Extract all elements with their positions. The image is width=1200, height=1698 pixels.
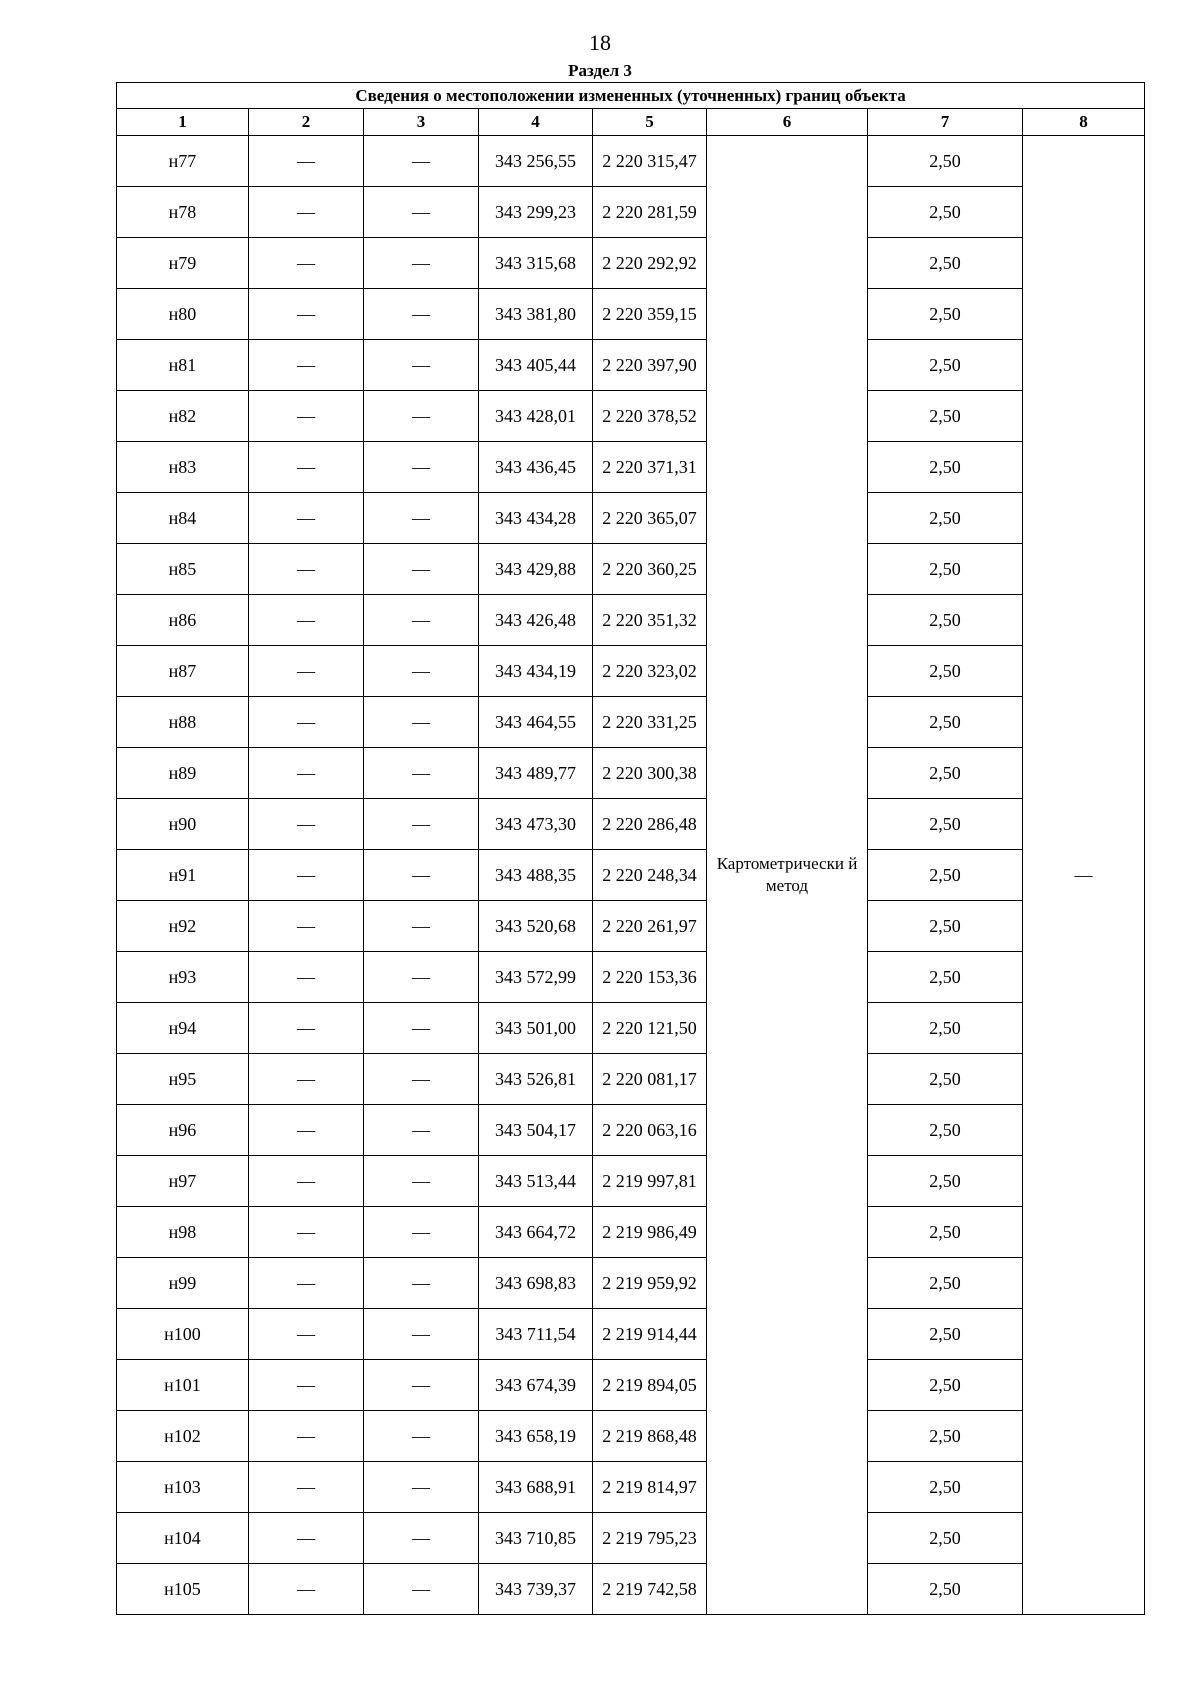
x-coordinate-cell: 343 315,68 bbox=[479, 238, 593, 289]
table-row bbox=[117, 493, 1145, 544]
col2-dash-cell: — bbox=[249, 646, 364, 697]
col2-dash-cell: — bbox=[249, 187, 364, 238]
col2-dash-cell: — bbox=[249, 595, 364, 646]
col3-dash-cell: — bbox=[364, 1003, 479, 1054]
table-row bbox=[117, 595, 1145, 646]
x-coordinate-cell: 343 504,17 bbox=[479, 1105, 593, 1156]
y-coordinate-cell: 2 220 397,90 bbox=[593, 340, 707, 391]
point-name-cell: н97 bbox=[117, 1156, 249, 1207]
y-coordinate-cell: 2 220 378,52 bbox=[593, 391, 707, 442]
accuracy-cell: 2,50 bbox=[868, 391, 1023, 442]
x-coordinate-cell: 343 256,55 bbox=[479, 136, 593, 187]
x-coordinate-cell: 343 710,85 bbox=[479, 1513, 593, 1564]
x-coordinate-cell: 343 688,91 bbox=[479, 1462, 593, 1513]
y-coordinate-cell: 2 219 894,05 bbox=[593, 1360, 707, 1411]
accuracy-cell: 2,50 bbox=[868, 646, 1023, 697]
col2-dash-cell: — bbox=[249, 697, 364, 748]
accuracy-cell: 2,50 bbox=[868, 544, 1023, 595]
col3-dash-cell: — bbox=[364, 952, 479, 1003]
table-row bbox=[117, 697, 1145, 748]
point-name-cell: н91 bbox=[117, 850, 249, 901]
y-coordinate-cell: 2 219 986,49 bbox=[593, 1207, 707, 1258]
point-name-cell: н85 bbox=[117, 544, 249, 595]
accuracy-cell: 2,50 bbox=[868, 1003, 1023, 1054]
table-row bbox=[117, 646, 1145, 697]
accuracy-cell: 2,50 bbox=[868, 595, 1023, 646]
col3-dash-cell: — bbox=[364, 1411, 479, 1462]
accuracy-cell: 2,50 bbox=[868, 1309, 1023, 1360]
col3-dash-cell: — bbox=[364, 1462, 479, 1513]
y-coordinate-cell: 2 220 121,50 bbox=[593, 1003, 707, 1054]
col3-dash-cell: — bbox=[364, 1156, 479, 1207]
col3-dash-cell: — bbox=[364, 1513, 479, 1564]
point-name-cell: н86 bbox=[117, 595, 249, 646]
table-row bbox=[117, 238, 1145, 289]
col3-dash-cell: — bbox=[364, 340, 479, 391]
y-coordinate-cell: 2 219 795,23 bbox=[593, 1513, 707, 1564]
boundary-coordinates-table bbox=[116, 82, 1145, 1615]
y-coordinate-cell: 2 219 868,48 bbox=[593, 1411, 707, 1462]
col3-dash-cell: — bbox=[364, 1564, 479, 1615]
table-row bbox=[117, 544, 1145, 595]
table-row bbox=[117, 799, 1145, 850]
accuracy-cell: 2,50 bbox=[868, 850, 1023, 901]
col2-dash-cell: — bbox=[249, 493, 364, 544]
x-coordinate-cell: 343 436,45 bbox=[479, 442, 593, 493]
column-number-5: 5 bbox=[593, 109, 707, 136]
point-name-cell: н87 bbox=[117, 646, 249, 697]
point-name-cell: н82 bbox=[117, 391, 249, 442]
accuracy-cell: 2,50 bbox=[868, 799, 1023, 850]
x-coordinate-cell: 343 674,39 bbox=[479, 1360, 593, 1411]
col2-dash-cell: — bbox=[249, 1309, 364, 1360]
point-name-cell: н80 bbox=[117, 289, 249, 340]
col3-dash-cell: — bbox=[364, 748, 479, 799]
x-coordinate-cell: 343 572,99 bbox=[479, 952, 593, 1003]
x-coordinate-cell: 343 464,55 bbox=[479, 697, 593, 748]
col3-dash-cell: — bbox=[364, 1105, 479, 1156]
table-row bbox=[117, 1207, 1145, 1258]
y-coordinate-cell: 2 220 153,36 bbox=[593, 952, 707, 1003]
y-coordinate-cell: 2 219 814,97 bbox=[593, 1462, 707, 1513]
col3-dash-cell: — bbox=[364, 1258, 479, 1309]
table-row bbox=[117, 136, 1145, 187]
point-name-cell: н101 bbox=[117, 1360, 249, 1411]
accuracy-cell: 2,50 bbox=[868, 289, 1023, 340]
point-name-cell: н89 bbox=[117, 748, 249, 799]
col2-dash-cell: — bbox=[249, 238, 364, 289]
y-coordinate-cell: 2 220 300,38 bbox=[593, 748, 707, 799]
col3-dash-cell: — bbox=[364, 136, 479, 187]
x-coordinate-cell: 343 381,80 bbox=[479, 289, 593, 340]
col3-dash-cell: — bbox=[364, 1309, 479, 1360]
accuracy-cell: 2,50 bbox=[868, 442, 1023, 493]
col3-dash-cell: — bbox=[364, 493, 479, 544]
col2-dash-cell: — bbox=[249, 544, 364, 595]
x-coordinate-cell: 343 405,44 bbox=[479, 340, 593, 391]
table-row bbox=[117, 187, 1145, 238]
col2-dash-cell: — bbox=[249, 901, 364, 952]
point-name-cell: н105 bbox=[117, 1564, 249, 1615]
y-coordinate-cell: 2 220 351,32 bbox=[593, 595, 707, 646]
col2-dash-cell: — bbox=[249, 1105, 364, 1156]
col3-dash-cell: — bbox=[364, 850, 479, 901]
accuracy-cell: 2,50 bbox=[868, 748, 1023, 799]
point-name-cell: н90 bbox=[117, 799, 249, 850]
x-coordinate-cell: 343 429,88 bbox=[479, 544, 593, 595]
column-number-1: 1 bbox=[117, 109, 249, 136]
point-name-cell: н77 bbox=[117, 136, 249, 187]
x-coordinate-cell: 343 513,44 bbox=[479, 1156, 593, 1207]
col3-dash-cell: — bbox=[364, 595, 479, 646]
y-coordinate-cell: 2 220 359,15 bbox=[593, 289, 707, 340]
point-name-cell: н94 bbox=[117, 1003, 249, 1054]
method-cell: Картометрически й метод bbox=[707, 136, 868, 1615]
point-name-cell: н84 bbox=[117, 493, 249, 544]
y-coordinate-cell: 2 220 331,25 bbox=[593, 697, 707, 748]
y-coordinate-cell: 2 220 360,25 bbox=[593, 544, 707, 595]
accuracy-cell: 2,50 bbox=[868, 952, 1023, 1003]
accuracy-cell: 2,50 bbox=[868, 1207, 1023, 1258]
col2-dash-cell: — bbox=[249, 1360, 364, 1411]
point-name-cell: н93 bbox=[117, 952, 249, 1003]
table-row bbox=[117, 748, 1145, 799]
col3-dash-cell: — bbox=[364, 187, 479, 238]
x-coordinate-cell: 343 658,19 bbox=[479, 1411, 593, 1462]
x-coordinate-cell: 343 698,83 bbox=[479, 1258, 593, 1309]
col2-dash-cell: — bbox=[249, 1411, 364, 1462]
x-coordinate-cell: 343 434,19 bbox=[479, 646, 593, 697]
table-row bbox=[117, 1054, 1145, 1105]
y-coordinate-cell: 2 220 261,97 bbox=[593, 901, 707, 952]
accuracy-cell: 2,50 bbox=[868, 697, 1023, 748]
col3-dash-cell: — bbox=[364, 1054, 479, 1105]
accuracy-cell: 2,50 bbox=[868, 1564, 1023, 1615]
section-title: Раздел 3 bbox=[568, 61, 632, 80]
accuracy-cell: 2,50 bbox=[868, 340, 1023, 391]
x-coordinate-cell: 343 501,00 bbox=[479, 1003, 593, 1054]
accuracy-cell: 2,50 bbox=[868, 1462, 1023, 1513]
table-row bbox=[117, 340, 1145, 391]
accuracy-cell: 2,50 bbox=[868, 493, 1023, 544]
accuracy-cell: 2,50 bbox=[868, 238, 1023, 289]
accuracy-cell: 2,50 bbox=[868, 1105, 1023, 1156]
page-number: 18 bbox=[589, 30, 611, 55]
col2-dash-cell: — bbox=[249, 289, 364, 340]
col2-dash-cell: — bbox=[249, 1054, 364, 1105]
point-name-cell: н95 bbox=[117, 1054, 249, 1105]
y-coordinate-cell: 2 220 365,07 bbox=[593, 493, 707, 544]
col3-dash-cell: — bbox=[364, 1207, 479, 1258]
col2-dash-cell: — bbox=[249, 850, 364, 901]
col3-dash-cell: — bbox=[364, 1360, 479, 1411]
table-body bbox=[117, 136, 1145, 1615]
point-name-cell: н103 bbox=[117, 1462, 249, 1513]
accuracy-cell: 2,50 bbox=[868, 1360, 1023, 1411]
col2-dash-cell: — bbox=[249, 1003, 364, 1054]
column-number-8: 8 bbox=[1023, 109, 1145, 136]
table-row bbox=[117, 1003, 1145, 1054]
col3-dash-cell: — bbox=[364, 901, 479, 952]
x-coordinate-cell: 343 299,23 bbox=[479, 187, 593, 238]
accuracy-cell: 2,50 bbox=[868, 901, 1023, 952]
point-name-cell: н104 bbox=[117, 1513, 249, 1564]
y-coordinate-cell: 2 219 959,92 bbox=[593, 1258, 707, 1309]
y-coordinate-cell: 2 220 081,17 bbox=[593, 1054, 707, 1105]
x-coordinate-cell: 343 711,54 bbox=[479, 1309, 593, 1360]
accuracy-cell: 2,50 bbox=[868, 1156, 1023, 1207]
col3-dash-cell: — bbox=[364, 238, 479, 289]
x-coordinate-cell: 343 489,77 bbox=[479, 748, 593, 799]
col8-dash-cell: — bbox=[1023, 136, 1145, 1615]
point-name-cell: н83 bbox=[117, 442, 249, 493]
col2-dash-cell: — bbox=[249, 1207, 364, 1258]
point-name-cell: н78 bbox=[117, 187, 249, 238]
point-name-cell: н88 bbox=[117, 697, 249, 748]
y-coordinate-cell: 2 219 914,44 bbox=[593, 1309, 707, 1360]
y-coordinate-cell: 2 220 371,31 bbox=[593, 442, 707, 493]
table-row bbox=[117, 391, 1145, 442]
col2-dash-cell: — bbox=[249, 952, 364, 1003]
y-coordinate-cell: 2 220 063,16 bbox=[593, 1105, 707, 1156]
col3-dash-cell: — bbox=[364, 289, 479, 340]
col2-dash-cell: — bbox=[249, 1564, 364, 1615]
x-coordinate-cell: 343 520,68 bbox=[479, 901, 593, 952]
x-coordinate-cell: 343 428,01 bbox=[479, 391, 593, 442]
x-coordinate-cell: 343 426,48 bbox=[479, 595, 593, 646]
col3-dash-cell: — bbox=[364, 646, 479, 697]
table-row bbox=[117, 442, 1145, 493]
table-row bbox=[117, 1411, 1145, 1462]
col2-dash-cell: — bbox=[249, 1258, 364, 1309]
table-caption: Сведения о местоположении измененных (уточненных) границ объекта bbox=[117, 83, 1145, 109]
accuracy-cell: 2,50 bbox=[868, 1258, 1023, 1309]
point-name-cell: н92 bbox=[117, 901, 249, 952]
table-row bbox=[117, 952, 1145, 1003]
column-number-7: 7 bbox=[868, 109, 1023, 136]
col3-dash-cell: — bbox=[364, 442, 479, 493]
col2-dash-cell: — bbox=[249, 442, 364, 493]
point-name-cell: н99 bbox=[117, 1258, 249, 1309]
col2-dash-cell: — bbox=[249, 391, 364, 442]
table-row bbox=[117, 289, 1145, 340]
col2-dash-cell: — bbox=[249, 799, 364, 850]
point-name-cell: н81 bbox=[117, 340, 249, 391]
col2-dash-cell: — bbox=[249, 1462, 364, 1513]
col2-dash-cell: — bbox=[249, 1156, 364, 1207]
col2-dash-cell: — bbox=[249, 1513, 364, 1564]
accuracy-cell: 2,50 bbox=[868, 1513, 1023, 1564]
column-number-3: 3 bbox=[364, 109, 479, 136]
col3-dash-cell: — bbox=[364, 799, 479, 850]
column-number-4: 4 bbox=[479, 109, 593, 136]
x-coordinate-cell: 343 739,37 bbox=[479, 1564, 593, 1615]
table-row bbox=[117, 1156, 1145, 1207]
table-row bbox=[117, 1564, 1145, 1615]
y-coordinate-cell: 2 220 248,34 bbox=[593, 850, 707, 901]
y-coordinate-cell: 2 219 742,58 bbox=[593, 1564, 707, 1615]
x-coordinate-cell: 343 526,81 bbox=[479, 1054, 593, 1105]
col2-dash-cell: — bbox=[249, 340, 364, 391]
point-name-cell: н96 bbox=[117, 1105, 249, 1156]
y-coordinate-cell: 2 219 997,81 bbox=[593, 1156, 707, 1207]
table-row bbox=[117, 1258, 1145, 1309]
table-row bbox=[117, 1513, 1145, 1564]
column-number-row bbox=[117, 109, 1145, 136]
x-coordinate-cell: 343 664,72 bbox=[479, 1207, 593, 1258]
point-name-cell: н79 bbox=[117, 238, 249, 289]
point-name-cell: н102 bbox=[117, 1411, 249, 1462]
column-number-2: 2 bbox=[249, 109, 364, 136]
table-row bbox=[117, 1462, 1145, 1513]
col2-dash-cell: — bbox=[249, 748, 364, 799]
column-number-6: 6 bbox=[707, 109, 868, 136]
accuracy-cell: 2,50 bbox=[868, 187, 1023, 238]
table-row bbox=[117, 850, 1145, 901]
x-coordinate-cell: 343 434,28 bbox=[479, 493, 593, 544]
table-row bbox=[117, 901, 1145, 952]
table-row bbox=[117, 1105, 1145, 1156]
point-name-cell: н100 bbox=[117, 1309, 249, 1360]
col3-dash-cell: — bbox=[364, 544, 479, 595]
y-coordinate-cell: 2 220 292,92 bbox=[593, 238, 707, 289]
col3-dash-cell: — bbox=[364, 391, 479, 442]
y-coordinate-cell: 2 220 286,48 bbox=[593, 799, 707, 850]
y-coordinate-cell: 2 220 323,02 bbox=[593, 646, 707, 697]
col2-dash-cell: — bbox=[249, 136, 364, 187]
x-coordinate-cell: 343 488,35 bbox=[479, 850, 593, 901]
table-row bbox=[117, 1360, 1145, 1411]
point-name-cell: н98 bbox=[117, 1207, 249, 1258]
y-coordinate-cell: 2 220 315,47 bbox=[593, 136, 707, 187]
accuracy-cell: 2,50 bbox=[868, 1054, 1023, 1105]
accuracy-cell: 2,50 bbox=[868, 1411, 1023, 1462]
accuracy-cell: 2,50 bbox=[868, 136, 1023, 187]
table-row bbox=[117, 1309, 1145, 1360]
col3-dash-cell: — bbox=[364, 697, 479, 748]
x-coordinate-cell: 343 473,30 bbox=[479, 799, 593, 850]
y-coordinate-cell: 2 220 281,59 bbox=[593, 187, 707, 238]
